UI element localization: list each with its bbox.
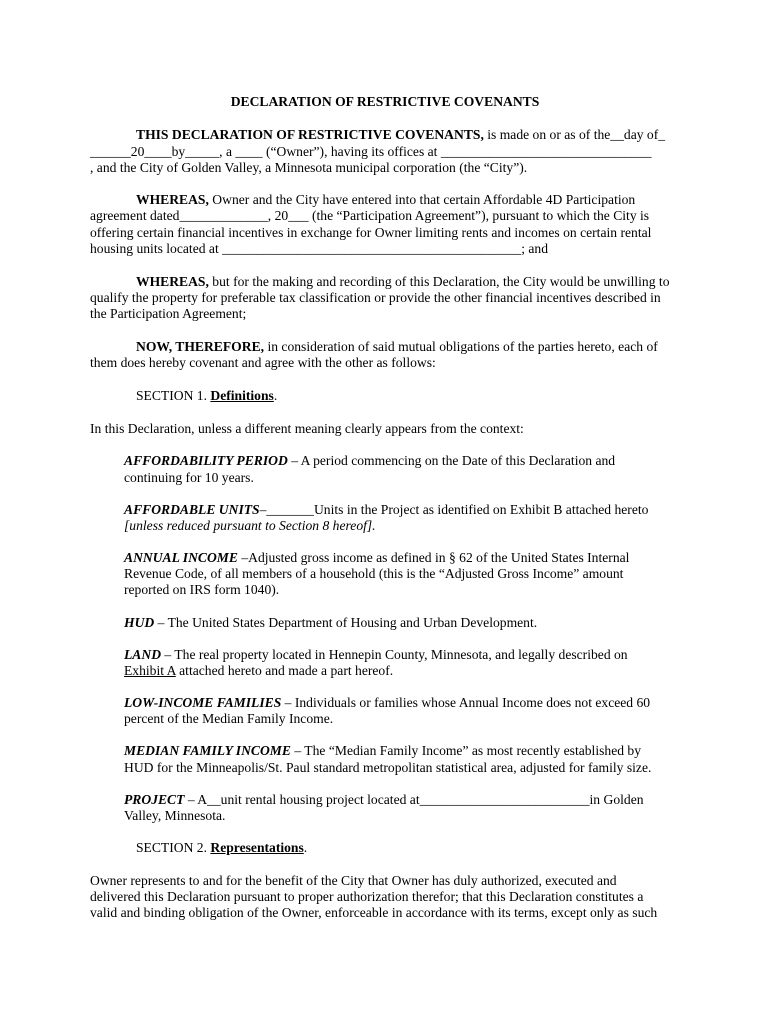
intro-line: , and the City of Golden Valley, a Minnesota municipal corporation (the “City”). — [90, 160, 528, 175]
definition-text: – The “Median Family Income” as most recently established by — [290, 743, 642, 758]
definition-text: Valley, Minnesota. — [124, 808, 226, 823]
exhibit-a-reference: Exhibit A — [124, 663, 176, 678]
definition-term: LAND — [124, 647, 162, 662]
whereas-line: housing units located at ____________________________________________; and — [90, 241, 549, 256]
representations-line: valid and binding obligation of the Owner, enforceable in accordance with its terms, except only as such — [90, 905, 658, 920]
therefore-lead: NOW, THEREFORE, — [136, 339, 265, 354]
therefore-line: them does hereby covenant and agree with the other as follows: — [90, 355, 436, 370]
whereas-line: qualify the property for preferable tax classification or provide the other financial incentives described in — [90, 290, 661, 305]
definition-term: HUD — [124, 615, 155, 630]
therefore-line: in consideration of said mutual obligations of the parties hereto, each of — [264, 339, 658, 354]
definition-text: –_______Units in the Project as identified on Exhibit B attached hereto — [259, 502, 649, 517]
intro-line: is made on or as of the__day of_ — [483, 127, 666, 142]
definition-text: – The real property located in Hennepin County, Minnesota, and legally described on — [161, 647, 628, 662]
section-number: SECTION 1. — [136, 388, 211, 403]
definition-term: PROJECT — [124, 792, 185, 807]
definition-text: Revenue Code, of all members of a household (this is the “Adjusted Gross Income” amount — [124, 566, 624, 581]
definition-text: – Individuals or families whose Annual Income does not exceed 60 — [281, 695, 651, 710]
whereas-line: the Participation Agreement; — [90, 306, 247, 321]
whereas-line: but for the making and recording of this Declaration, the City would be unwilling to — [208, 274, 670, 289]
section-title: Definitions — [210, 388, 274, 403]
intro-lead: THIS DECLARATION OF RESTRICTIVE COVENANTS, — [136, 127, 484, 142]
whereas-line: Owner and the City have entered into that certain Affordable 4D Participation — [208, 192, 636, 207]
whereas-lead: WHEREAS, — [136, 192, 209, 207]
whereas-line: offering certain financial incentives in exchange for Owner limiting rents and incomes on certain rental — [90, 225, 652, 240]
definition-term: ANNUAL INCOME — [124, 550, 238, 565]
whereas-lead: WHEREAS, — [136, 274, 209, 289]
section-2-heading: SECTION 2. Representations. — [136, 840, 308, 855]
definition-text: – A__unit rental housing project located at_________________________in Golden — [184, 792, 644, 807]
section-1-heading: SECTION 1. Definitions. — [136, 388, 278, 403]
definition-term: AFFORDABILITY PERIOD — [124, 453, 288, 468]
section-title: Representations — [210, 840, 304, 855]
definition-text: – A period commencing on the Date of this Declaration and — [287, 453, 616, 468]
section-number: SECTION 2. — [136, 840, 211, 855]
definition-text: reported on IRS form 1040). — [124, 582, 280, 597]
definition-text: –Adjusted gross income as defined in § 62 of the United States Internal — [237, 550, 630, 565]
intro-line: ______20____by_____, a ____ (“Owner”), having its offices at _______________________________ — [90, 144, 652, 159]
definition-text: – The United States Department of Housing and Urban Development. — [154, 615, 538, 630]
section-1-intro: In this Declaration, unless a different meaning clearly appears from the context: — [90, 421, 524, 436]
definition-text: percent of the Median Family Income. — [124, 711, 334, 726]
definition-text: continuing for 10 years. — [124, 470, 254, 485]
representations-line: Owner represents to and for the benefit of the City that Owner has duly authorized, executed and — [90, 873, 617, 888]
whereas-line: agreement dated_____________, 20___ (the “Participation Agreement”), pursuant to which the City is — [90, 208, 650, 223]
definition-text: [unless reduced pursuant to Section 8 hereof]. — [124, 518, 376, 533]
document-title: DECLARATION OF RESTRICTIVE COVENANTS — [230, 94, 540, 109]
definition-text: attached hereto and made a part hereof. — [175, 663, 394, 678]
definition-text: HUD for the Minneapolis/St. Paul standard metropolitan statistical area, adjusted for family size. — [124, 760, 652, 775]
definition-term: LOW-INCOME FAMILIES — [124, 695, 282, 710]
definition-term: MEDIAN FAMILY INCOME — [124, 743, 291, 758]
representations-line: delivered this Declaration pursuant to proper authorization therefor; that this Declaration constitutes a — [90, 889, 644, 904]
definition-term: AFFORDABLE UNITS — [124, 502, 260, 517]
